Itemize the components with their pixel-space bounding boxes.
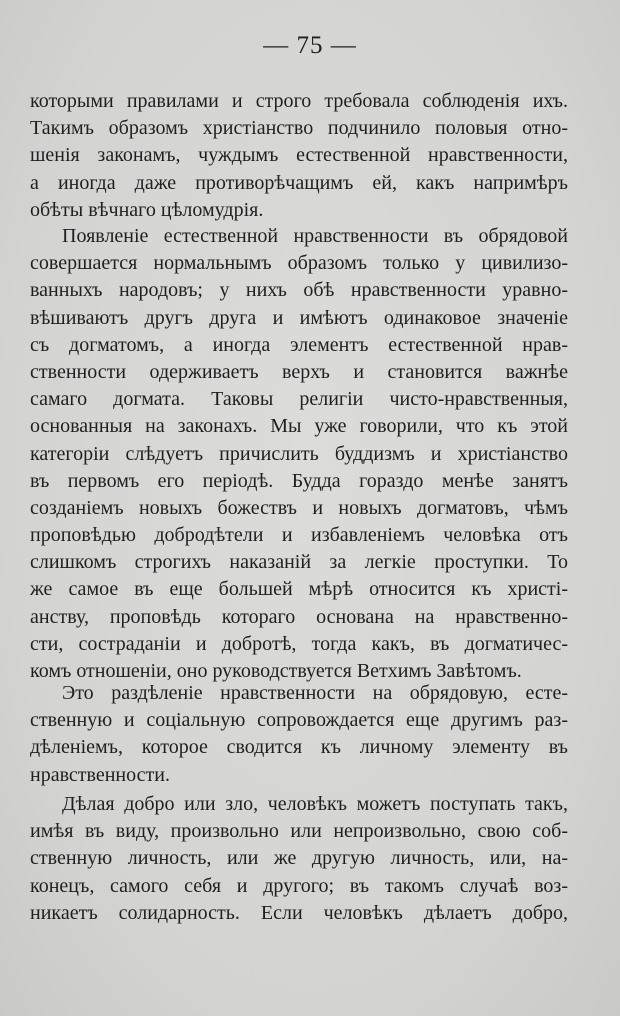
text-line: основанныя на законахъ. Мы уже говорили, что къ этой (30, 415, 568, 438)
text-line: проповѣдью добродѣтели и избавленіемъ человѣка отъ (30, 524, 568, 547)
text-line: слишкомъ строгихъ наказаній за легкіе проступки. То (30, 551, 568, 574)
text-line: анству, проповѣдь котораго основана на нравственно- (30, 605, 568, 628)
text-line: имѣя въ виду, произвольно или непроизвольно, свою соб- (30, 820, 568, 843)
text-line: категоріи слѣдуетъ причислить буддизмъ и христіанство (30, 442, 568, 465)
text-line: шенія законамъ, чуждымъ естественной нравственности, (30, 144, 568, 167)
text-line: съ догматомъ, а иногда элементъ естественной нрав- (30, 333, 568, 356)
paragraph-1 (30, 88, 568, 224)
text-line: нравственности. (30, 763, 170, 786)
text-line: сти, состраданіи и добротѣ, тогда какъ, въ догматичес- (30, 632, 568, 655)
text-line: дѣленіемъ, которое сводится къ личному элементу въ (30, 736, 568, 759)
text-line: которыми правилами и строго требовала соблюденія ихъ. (30, 90, 568, 112)
text-line: въ первомъ его періодѣ. Будда гораздо менѣе занятъ (30, 469, 568, 492)
text-line: созданіемъ новыхъ божествъ и новыхъ догматовъ, чѣмъ (30, 496, 568, 519)
text-line: самаго догмата. Таковы религіи чисто-нравственныя, (30, 388, 568, 411)
text-line: никаетъ солидарность. Если человѣкъ дѣлаетъ добро, (30, 901, 568, 924)
text-line: конецъ, самого себя и другого; въ такомъ случаѣ воз- (30, 874, 568, 897)
text-line: ственности одерживаетъ верхъ и становится важнѣе (30, 360, 568, 383)
text-line: ванныхъ народовъ; у нихъ обѣ нравственности уравно- (30, 279, 568, 302)
text-line: вѣшиваютъ другъ друга и имѣютъ одинаковое значеніе (30, 306, 568, 329)
paragraph-2 (30, 223, 568, 685)
text-line: Появленіе естественной нравственности въ обрядовой (62, 225, 568, 247)
paragraph-3 (30, 680, 568, 789)
text-line: комъ отношеніи, оно руководствуется Ветхимъ Завѣтомъ. (30, 660, 522, 682)
text-line: обѣты вѣчнаго цѣломудрія. (30, 198, 264, 221)
text-line: совершается нормальнымъ образомъ только у цивилизо- (30, 252, 568, 275)
text-line: а иногда даже противорѣчащимъ ей, какъ напримѣръ (30, 171, 568, 194)
text-line: Такимъ образомъ христіанство подчинило половыя отно- (30, 117, 568, 140)
page-number-header: — 75 — (263, 32, 357, 59)
text-line: ственную и соціальную сопровождается еще другимъ раз- (30, 709, 568, 732)
text-line: ственную личность, или же другую личность, или, на- (30, 847, 568, 870)
text-line: же самое въ еще большей мѣрѣ относится къ христі- (30, 578, 568, 601)
text-line: Это раздѣленіе нравственности на обрядовую, есте- (62, 682, 568, 704)
text-line: Дѣлая добро или зло, человѣкъ можетъ поступать такъ, (62, 793, 568, 815)
paragraph-4 (30, 791, 568, 927)
